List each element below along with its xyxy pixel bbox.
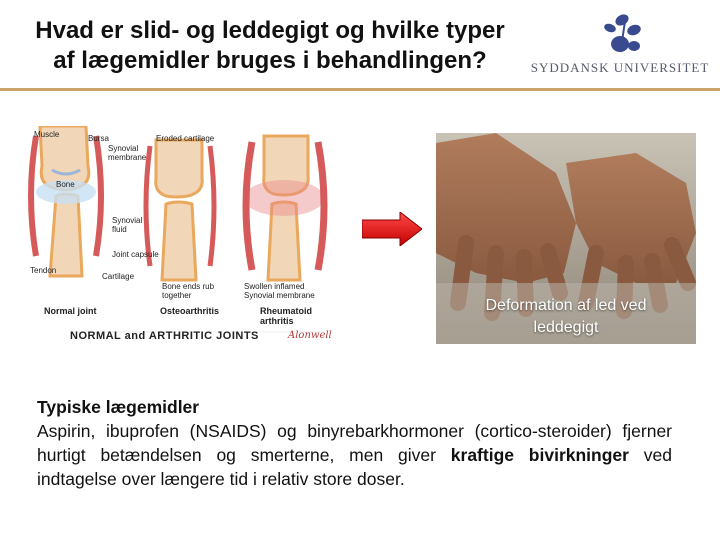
joints-diagram — [26, 126, 334, 348]
body-heading: Typiske lægemidler — [37, 397, 200, 417]
body-text — [37, 395, 672, 491]
right-arrow-icon — [362, 212, 422, 246]
photo-caption-line-2: leddegigt — [533, 319, 599, 336]
slide-title — [10, 16, 530, 76]
rheumatoid-drawing — [244, 136, 324, 280]
label-bone-ends: Bone ends rub together — [162, 282, 215, 300]
label-normal-joint: Normal joint — [44, 306, 97, 316]
normal-joint-drawing — [31, 126, 101, 276]
logo-text: SYDDANSK UNIVERSITET — [530, 60, 710, 75]
label-bursa: Bursa — [88, 134, 109, 143]
hands-photo — [436, 133, 696, 344]
body-text-part-2: ved indtagelse over længere tid i relativ store doser. — [37, 445, 673, 489]
diagram-caption: NORMAL and ARTHRITIC JOINTS — [70, 330, 259, 342]
university-logo — [530, 8, 710, 82]
label-bone: Bone — [56, 180, 75, 189]
photo-caption-line-1: Deformation af led ved — [485, 297, 647, 314]
label-synovial-fluid: Synovial fluid — [112, 216, 143, 234]
label-tendon: Tendon — [30, 266, 57, 275]
label-eroded-cartilage: Eroded cartilage — [156, 134, 215, 143]
label-rheumatoid-arthritis: Rheumatoid arthritis — [260, 306, 313, 326]
leaf-logo-icon — [530, 8, 710, 60]
label-synovial-membrane: Synovial membrane — [108, 144, 147, 162]
label-swollen-membrane: Swollen inflamed Synovial membrane — [244, 282, 315, 300]
artist-signature: Alonwell — [288, 330, 332, 341]
title-line-1: Hvad er slid- og leddegigt og hvilke typer — [35, 17, 505, 44]
photo-caption — [436, 295, 696, 339]
header-rule — [0, 88, 720, 91]
body-text-bold: kraftige bivirkninger — [450, 445, 629, 465]
label-muscle: Muscle — [34, 130, 60, 139]
body-text-part-1: Aspirin, ibuprofen (NSAIDS) og binyrebarkhormoner (cortico-steroider) fjerner hurtigt betændelsen og smerterne, men giver — [37, 421, 672, 465]
label-osteoarthritis: Osteoarthritis — [160, 306, 220, 316]
label-joint-capsule: Joint capsule — [112, 250, 159, 259]
label-cartilage: Cartilage — [102, 272, 135, 281]
title-line-2: af lægemidler bruges i behandlingen? — [53, 47, 487, 74]
body-paragraph — [37, 419, 672, 491]
